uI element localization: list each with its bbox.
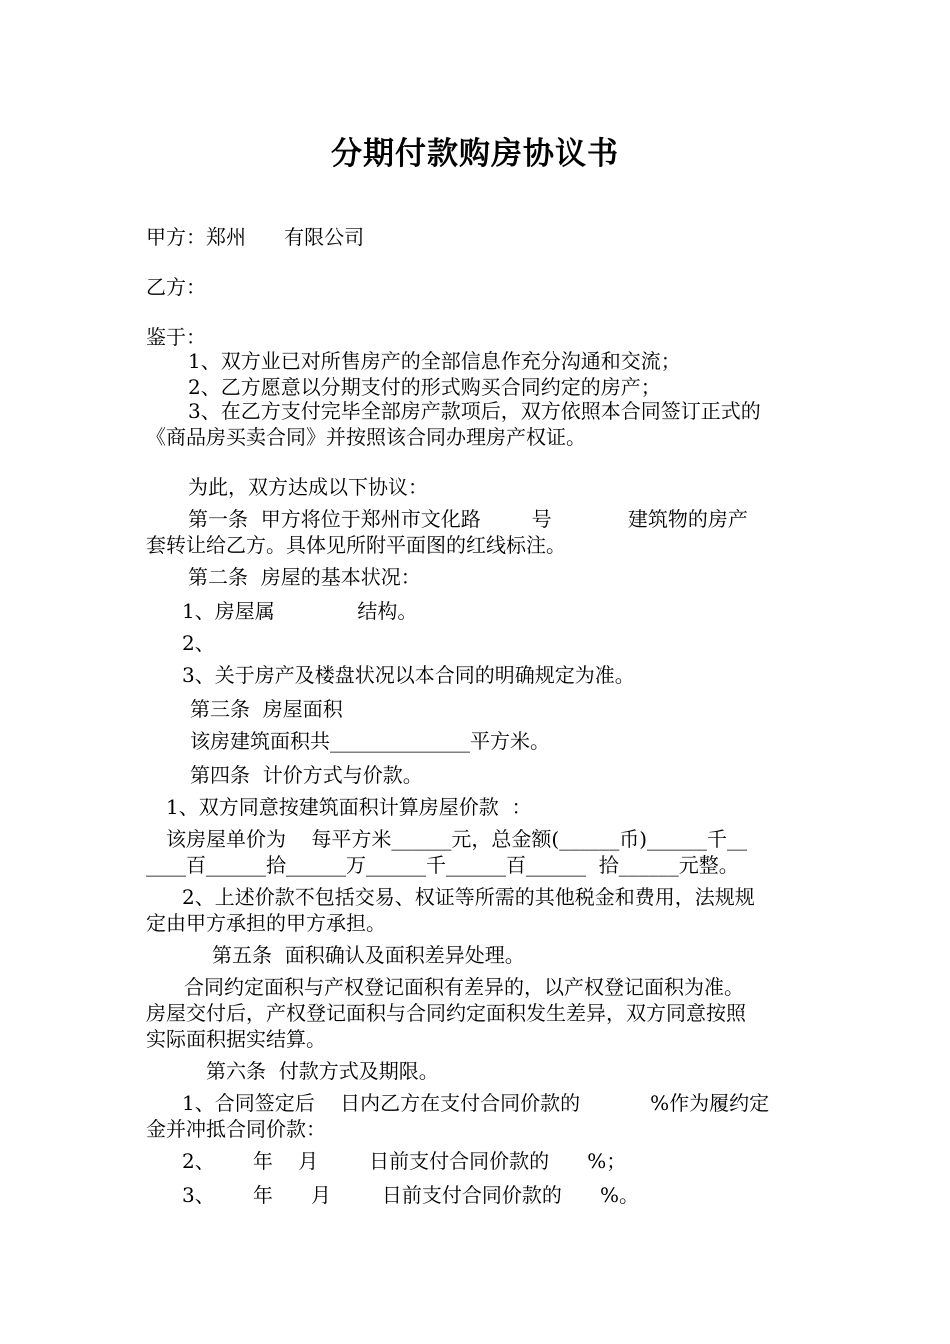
article-6-item-2: 2、 年 月 日前支付合同价款的 %； [182,1149,627,1173]
article-2-item-2: 2、 [182,631,215,655]
article-5-heading: 第五条 面积确认及面积差异处理。 [212,943,525,967]
article-4-item-1: 1、双方同意按建筑面积计算房屋价款 ： [166,795,532,819]
whereas-item-1: 1、双方业已对所售房产的全部信息作充分沟通和交流； [188,349,681,373]
article-5-line-3: 实际面积据实结算。 [146,1027,326,1051]
article-2-item-1: 1、房屋属 结构。 [182,599,418,623]
article-3-heading: 第三条 房屋面积 [190,697,343,721]
whereas-item-2: 2、乙方愿意以分期支付的形式购买合同约定的房产； [188,375,661,399]
party-a-line: 甲方：郑州 有限公司 [146,225,365,249]
article-2-heading: 第二条 房屋的基本状况： [188,565,421,589]
whereas-item-3-line-1: 3、在乙方支付完毕全部房产款项后，双方依照本合同签订正式的 [188,399,761,423]
article-4-price-line-1: 该房屋单价为 每平方米______元，总金额(______币)______千__ [166,827,748,851]
article-4-price-line-2: ____百______拾______万______千______百______ 拾______元整。 [146,853,739,877]
article-4-item-2-line-2: 定由甲方承担的甲方承担。 [146,911,386,935]
article-2-item-3: 3、关于房产及楼盘状况以本合同的明确规定为准。 [182,663,635,687]
document-title: 分期付款购房协议书 [331,136,619,172]
article-4-heading: 第四条 计价方式与价款。 [190,763,423,787]
article-5-line-2: 房屋交付后，产权登记面积与合同约定面积发生差异，双方同意按照 [146,1001,746,1025]
whereas-item-3-line-2: 《商品房买卖合同》并按照该合同办理房产权证。 [146,425,586,449]
article-5-line-1: 合同约定面积与产权登记面积有差异的，以产权登记面积为准。 [184,975,744,999]
whereas-heading: 鉴于： [146,325,206,349]
article-3-area: 该房建筑面积共______________平方米。 [190,729,550,753]
article-1-line-1: 第一条 甲方将位于郑州市文化路 号 建筑物的房产 [188,507,748,531]
agreement-intro: 为此，双方达成以下协议： [188,475,428,499]
article-6-heading: 第六条 付款方式及期限。 [206,1059,439,1083]
article-1-line-2: 套转让给乙方。具体见所附平面图的红线标注。 [146,533,566,557]
article-6-item-1-line-1: 1、合同签定后 日内乙方在支付合同价款的 %作为履约定 [182,1091,770,1115]
article-6-item-1-line-2: 金并冲抵合同价款： [146,1117,326,1141]
article-4-item-2-line-1: 2、上述价款不包括交易、权证等所需的其他税金和费用，法规规 [182,885,755,909]
party-b-line: 乙方： [146,275,206,299]
article-6-item-3: 3、 年 月 日前支付合同价款的 %。 [182,1183,640,1207]
